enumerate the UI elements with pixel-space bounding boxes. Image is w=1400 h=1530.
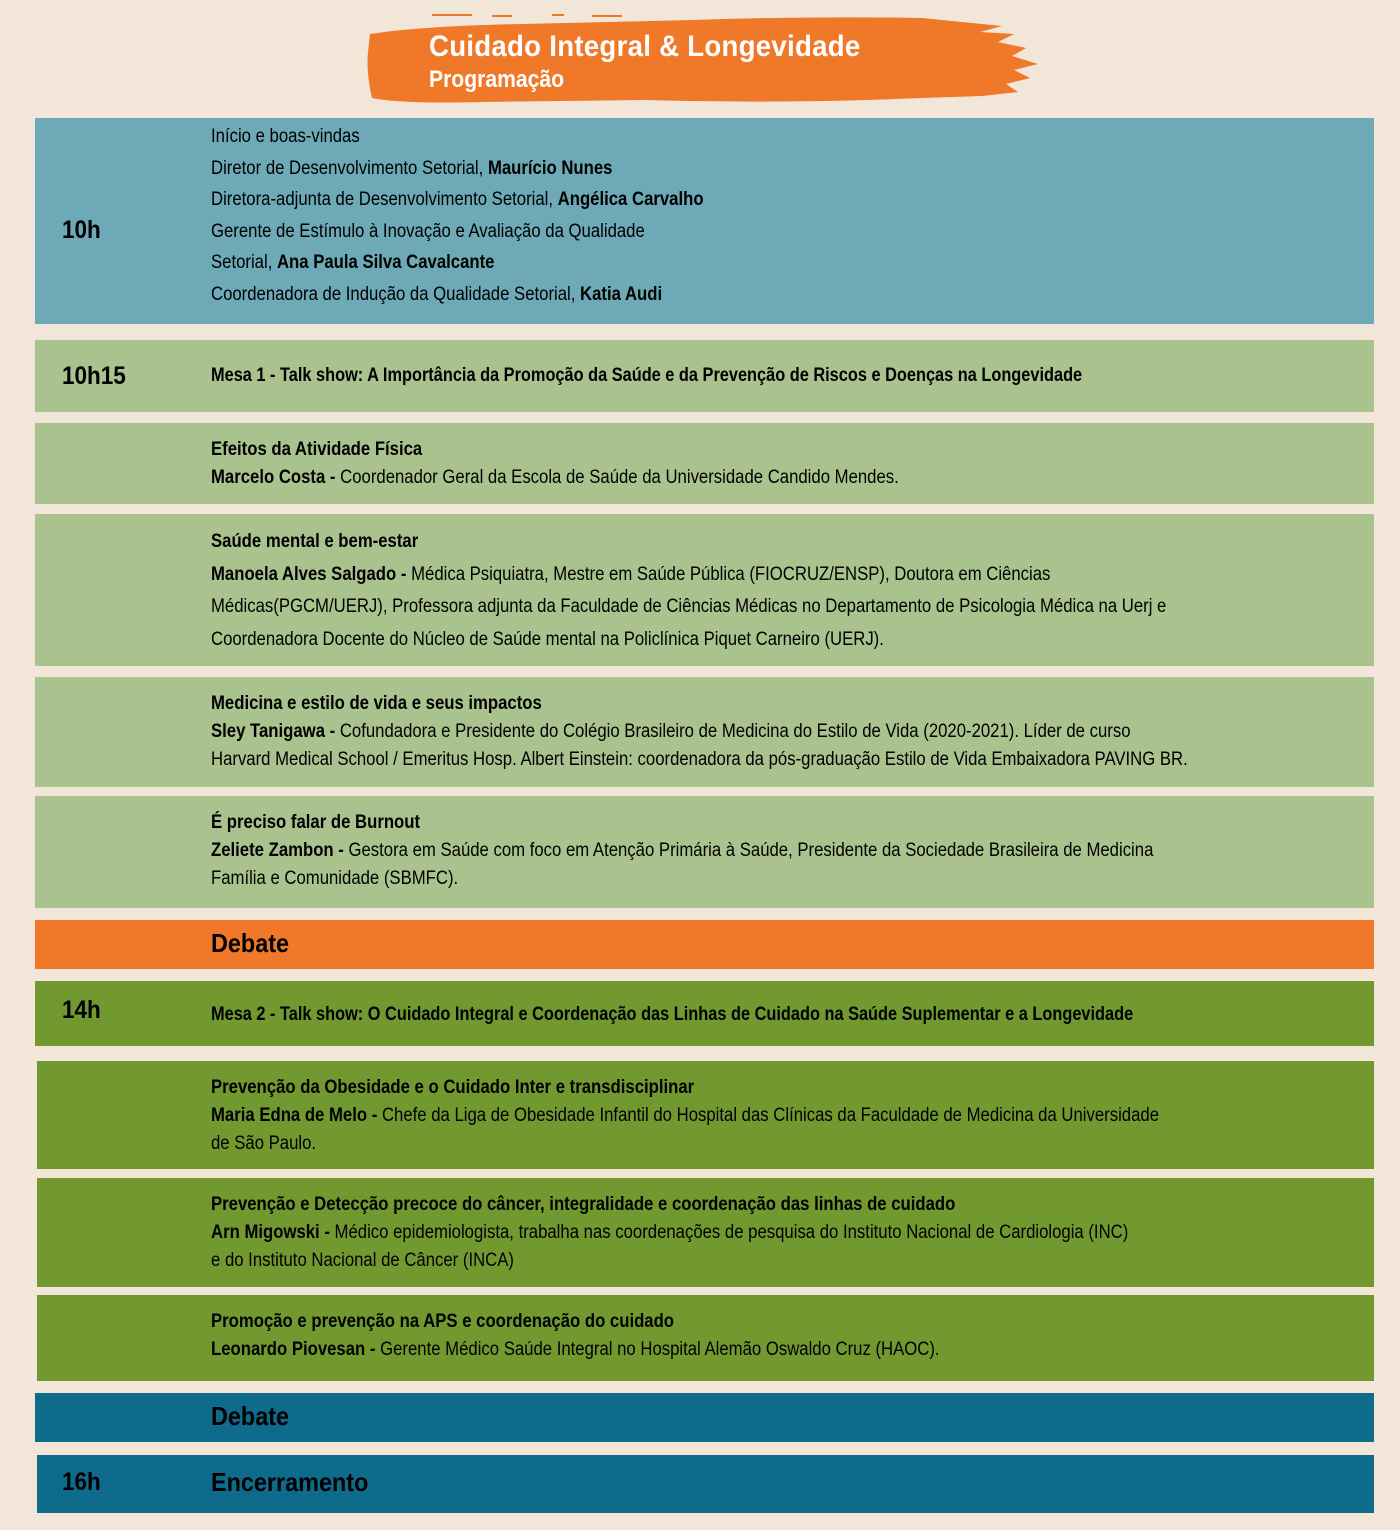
opening-line: Diretor de Desenvolvimento Setorial, Maurício Nunes [211,157,613,179]
speaker-name: Maria Edna de Melo [211,1105,368,1126]
talk-item [37,1061,1374,1169]
speaker-name: Maurício Nunes [487,157,613,179]
mesa1-title: Mesa 1 - Talk show: A Importância da Promoção da Saúde e da Prevenção de Riscos e Doenças na Longevidade [211,365,1083,386]
opening-session [35,118,1374,324]
speaker-name: Manoela Alves Salgado [211,563,397,585]
talk-content: É preciso falar de Burnout Zeliete Zambon - Gestora em Saúde com foco em Atenção Primária à Saúde, Presidente da Sociedade Brasileira de Medicina Família e Comunidade (SBMFC). [211,809,1354,893]
opening-content [211,121,1354,310]
session-time: 10h15 [62,362,126,390]
talk-item [37,1178,1374,1287]
talk-topic: Prevenção da Obesidade e o Cuidado Inter e transdisciplinar [211,1077,695,1098]
talk-topic: Promoção e prevenção na APS e coordenação do cuidado [211,1311,675,1332]
mesa2-title-wrap [211,1001,1354,1029]
closing-wrap [211,1468,1354,1500]
talk-content: Medicina e estilo de vida e seus impactos Sley Tanigawa - Cofundadora e Presidente do Colégio Brasileiro de Medicina do Estilo de Vida (2020-2021). Líder de curso Harvard Medical School / Emeritus Hosp. Albert Einstein: coordenadora da pós-graduação Estilo de Vida Embaixadora PAVING BR. [211,690,1354,774]
page-header [362,12,1042,106]
talk-topic: Prevenção e Detecção precoce do câncer, integralidade e coordenação das linhas de cuidado [211,1194,956,1215]
speaker-bio: Médicas(PGCM/UERJ), Professora adjunta da Faculdade de Ciências Médicas no Departamento de Psicologia Médica na Uerj e [211,596,1167,617]
debate-label: Debate [211,1401,290,1431]
speaker-name: Ana Paula Silva Cavalcante [276,252,495,273]
opening-line: Início e boas-vindas [211,126,360,147]
speaker-bio: Gestora em Saúde com foco em Atenção Primária à Saúde, Presidente da Sociedade Brasileira de Medicina [348,840,1154,861]
mesa1-title-wrap [211,362,1354,390]
debate-label: Debate [211,928,290,958]
speaker-name: Angélica Carvalho [557,189,704,210]
speaker-bio: Harvard Medical School / Emeritus Hosp. Albert Einstein: coordenadora da pós-graduação Estilo de Vida Embaixadora PAVING BR. [211,749,1188,770]
session-time: 10h [62,216,101,244]
mesa2-header [35,981,1374,1046]
talk-topic: Saúde mental e bem-estar [211,531,419,552]
opening-line: Setorial, Ana Paula Silva Cavalcante [211,252,495,273]
debate-wrap [211,929,1354,961]
closing-label: Encerramento [211,1467,369,1497]
talk-content: Prevenção e Detecção precoce do câncer, integralidade e coordenação das linhas de cuidado Arn Migowski - Médico epidemiologista, trabalha nas coordenações de pesquisa do Instituto Nacional de Cardiologia (INC) e do Instituto Nacional de Câncer (INCA) [211,1191,1354,1275]
talk-topic: Medicina e estilo de vida e seus impactos [211,693,542,714]
closing-block [37,1455,1374,1513]
speaker-name: Leonardo Piovesan [211,1339,366,1360]
talk-content: Saúde mental e bem-estar Manoela Alves Salgado - Médica Psiquiatra, Mestre em Saúde Pública (FIOCRUZ/ENSP), Doutora em Ciências Médicas(PGCM/UERJ), Professora adjunta da Faculdade de Ciências Médicas no Departamento de Psicologia Médica na Uerj e Coordenadora Docente do Núcleo de Saúde mental na Policlínica Piquet Carneiro (UERJ). [211,526,1354,656]
debate-block [35,920,1374,969]
mesa2-title: Mesa 2 - Talk show: O Cuidado Integral e Coordenação das Linhas de Cuidado na Saúde Suplementar e a Longevidade [211,1004,1134,1025]
speaker-bio: Coordenadora Docente do Núcleo de Saúde mental na Policlínica Piquet Carneiro (UERJ). [211,628,884,650]
event-subtitle: Programação [429,66,564,93]
talk-item [35,514,1374,666]
speaker-name: Arn Migowski [211,1222,320,1243]
talk-content: Prevenção da Obesidade e o Cuidado Inter e transdisciplinar Maria Edna de Melo - Chefe da Liga de Obesidade Infantil do Hospital das Clínicas da Faculdade de Medicina da Universidade de São Paulo. [211,1074,1354,1158]
session-time: 16h [62,1468,101,1496]
speaker-name: Sley Tanigawa [211,721,325,742]
speaker-name: Katia Audi [580,283,663,305]
speaker-bio: Gerente Médico Saúde Integral no Hospital Alemão Oswaldo Cruz (HAOC). [380,1339,940,1360]
talk-item [35,677,1374,787]
opening-line: Gerente de Estímulo à Inovação e Avaliação da Qualidade [211,220,645,242]
mesa1-header [35,340,1374,412]
debate-block [35,1393,1374,1442]
talk-content: Efeitos da Atividade Física Marcelo Costa - Coordenador Geral da Escola de Saúde da Universidade Candido Mendes. [211,436,1354,492]
speaker-bio: Coordenador Geral da Escola de Saúde da Universidade Candido Mendes. [340,467,899,488]
talk-item [35,423,1374,504]
speaker-bio: Médica Psiquiatra, Mestre em Saúde Pública (FIOCRUZ/ENSP), Doutora em Ciências [411,563,1051,585]
opening-line: Diretora-adjunta de Desenvolvimento Setorial, Angélica Carvalho [211,189,704,210]
opening-line: Coordenadora de Indução da Qualidade Setorial, Katia Audi [211,283,663,305]
talk-item [35,796,1374,908]
talk-content: Promoção e prevenção na APS e coordenação do cuidado Leonardo Piovesan - Gerente Médico Saúde Integral no Hospital Alemão Oswaldo Cruz (HAOC). [211,1308,1354,1364]
speaker-bio: Família e Comunidade (SBMFC). [211,868,459,889]
talk-topic: Efeitos da Atividade Física [211,439,423,460]
speaker-bio: Cofundadora e Presidente do Colégio Brasileiro de Medicina do Estilo de Vida (2020-2021). Líder de curso [339,721,1131,742]
speaker-bio: e do Instituto Nacional de Câncer (INCA) [211,1250,514,1271]
debate-wrap [211,1402,1354,1434]
talk-item [37,1295,1374,1381]
talk-topic: É preciso falar de Burnout [211,812,421,833]
speaker-bio: Chefe da Liga de Obesidade Infantil do Hospital das Clínicas da Faculdade de Medicina da Universidade [381,1105,1159,1126]
speaker-bio: Médico epidemiologista, trabalha nas coordenações de pesquisa do Instituto Nacional de Cardiologia (INC) [334,1222,1129,1243]
speaker-name: Zeliete Zambon [211,840,334,861]
event-title: Cuidado Integral & Longevidade [429,30,861,63]
session-time: 14h [62,996,101,1024]
speaker-name: Marcelo Costa [211,467,326,488]
speaker-bio: de São Paulo. [211,1133,317,1154]
